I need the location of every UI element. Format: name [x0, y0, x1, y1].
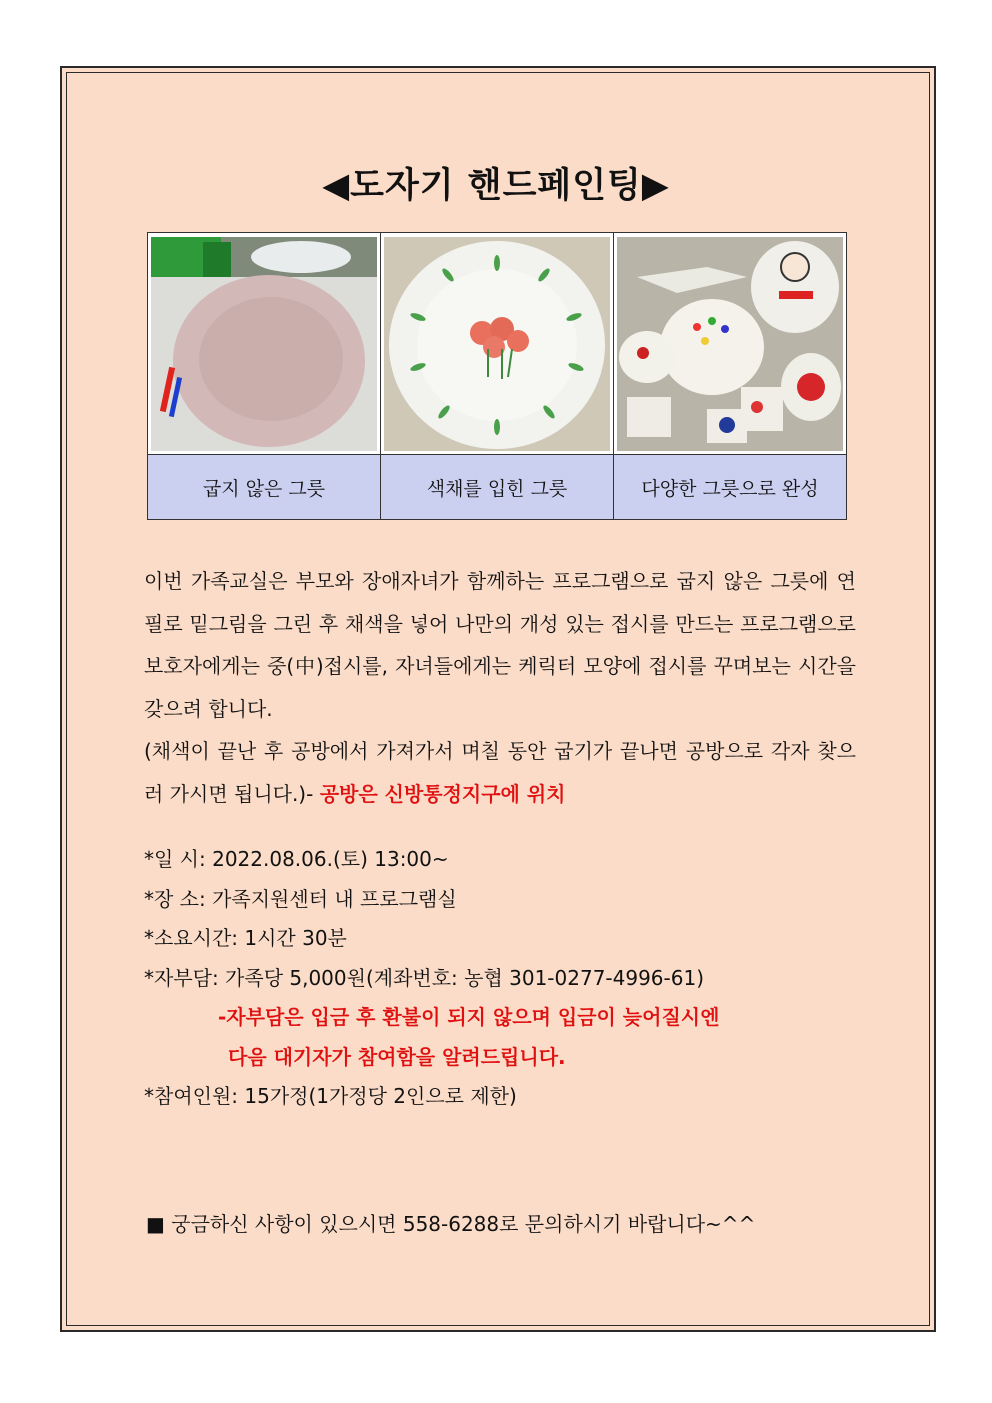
intro-line-1: 이번 가족교실은 부모와 장애자녀가 함께하는 프로그램으로 굽지 않은 그릇에 연필로 밑그림을 그린 후 채색을 넣어 나만의 개성 있는 접시를 만드는 프로그램으로 보호자에게는 중(中)접시를, 자녀들에게는 케릭터 모양에 접시를 꾸며보는 시간을 갖으려 합니다. [144, 569, 856, 721]
caption-unpainted: 굽지 않은 그릇 [148, 455, 381, 520]
poster-title: ◀도자기 핸드페인팅▶ [322, 166, 670, 206]
photo-cell-unpainted [148, 233, 381, 455]
photo-table [147, 232, 847, 520]
workshop-location-note: 공방은 신방통정지구에 위치 [319, 781, 566, 806]
contact-info: ■ 궁금하신 사항이 있으시면 558-6288로 문의하시기 바랍니다~^^ [146, 1212, 756, 1236]
detail-participants: *참여인원: 15가정(1가정당 2인으로 제한) [144, 1084, 517, 1108]
intro-line-2-text: (채색이 끝난 후 공방에서 가져가서 며칠 동안 굽기가 끝나면 공방으로 각자 찾으러 가시면 됩니다.)- [144, 739, 856, 806]
finished-dishes-photo [617, 237, 843, 451]
detail-fee-note-2: 다음 대기자가 참여함을 알려드립니다. [228, 1044, 566, 1069]
painted-plate-photo [384, 237, 610, 451]
detail-fee-note-1: -자부담은 입금 후 환불이 되지 않으며 입금이 늦어질시엔 [218, 1005, 720, 1029]
detail-fee: *자부담: 가족당 5,000원(계좌번호: 농협 301-0277-4996-61) [144, 965, 704, 990]
detail-duration: *소요시간: 1시간 30분 [144, 926, 347, 950]
intro-line-2 [144, 730, 856, 815]
detail-datetime: *일 시: 2022.08.06.(토) 13:00~ [144, 847, 449, 871]
photo-cell-finished [614, 233, 847, 455]
caption-finished: 다양한 그릇으로 완성 [614, 455, 847, 520]
unpainted-plate-photo [151, 237, 377, 451]
intro-paragraph [144, 560, 856, 815]
detail-place: *장 소: 가족지원센터 내 프로그램실 [144, 886, 457, 911]
photo-cell-painted [381, 233, 614, 455]
caption-painted: 색채를 입힌 그릇 [381, 455, 614, 520]
program-details [144, 840, 856, 1117]
